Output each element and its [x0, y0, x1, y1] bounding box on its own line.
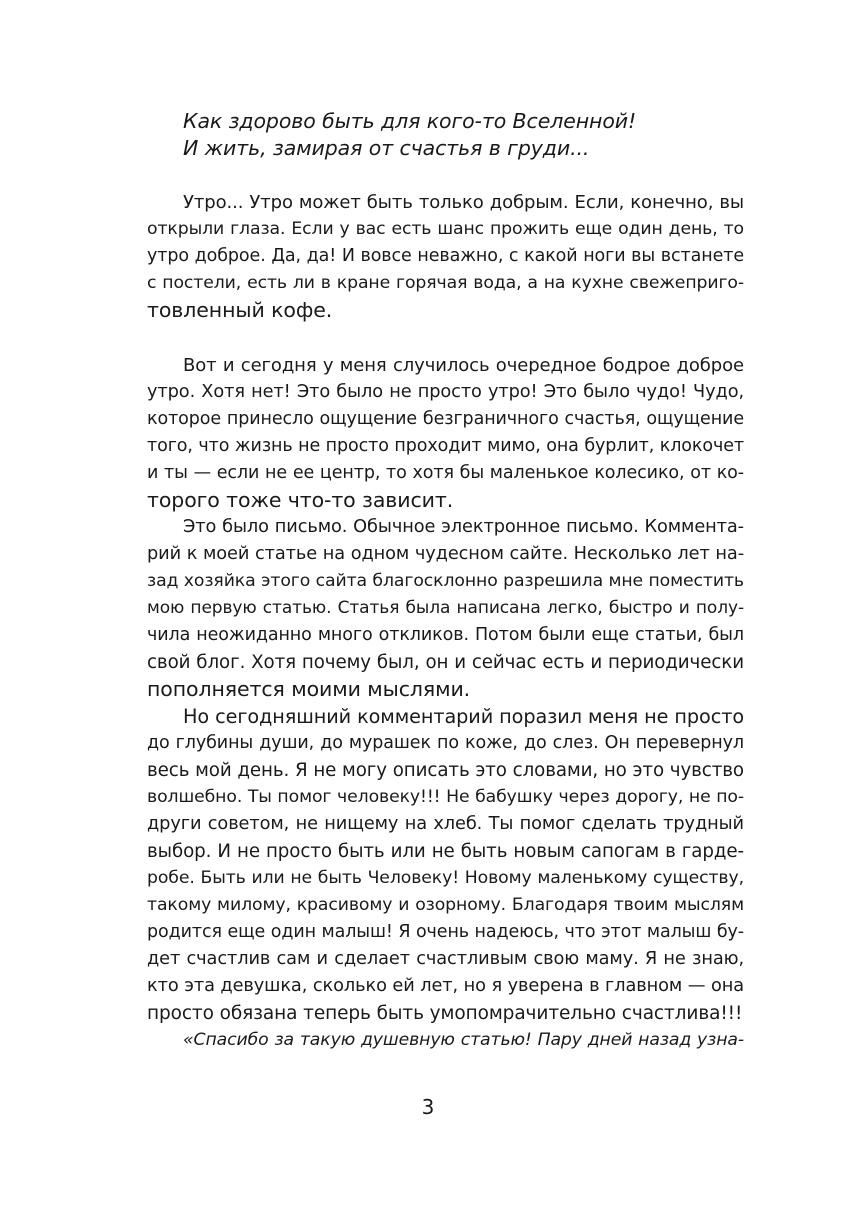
- text-line: Утро... Утро может быть только добрым. Если, конечно, вы: [183, 192, 744, 213]
- epigraph-line: Как здорово быть для кого-то Вселенной!: [183, 109, 637, 133]
- text-line: до глубины души, до мурашек по коже, до слез. Он перевернул: [147, 733, 744, 753]
- text-line: Вот и сегодня у меня случилось очередное бодрое доброе: [183, 355, 744, 376]
- text-line: родится еще один малыш! Я очень надеюсь, что этот малыш бу-: [147, 922, 744, 942]
- text-line: и ты — если не ее центр, то хотя бы маленькое колесико, от ко-: [147, 463, 744, 483]
- spacer: [147, 324, 744, 352]
- text-line: зад хозяйка этого сайта благосклонно разрешила мне поместить: [147, 571, 744, 591]
- epigraph-line: И жить, замирая от счастья в груди...: [183, 136, 590, 160]
- text-line: чила неожиданно много откликов. Потом были еще статьи, был: [147, 625, 744, 645]
- text-line: кто эта девушка, сколько ей лет, но я уверена в главном — она: [147, 976, 744, 996]
- quote-paragraph: [147, 1027, 744, 1054]
- paragraph: [147, 514, 744, 703]
- text-line: пополняется моими мыслями.: [147, 677, 471, 701]
- text-line: торого тоже что-то зависит.: [147, 488, 454, 512]
- page-number: 3: [421, 1095, 435, 1119]
- text-line: товленный кофе.: [147, 298, 333, 322]
- text-line: дет счастлив сам и сделает счастливым свою маму. Я не знаю,: [147, 949, 744, 969]
- text-line: с постели, есть ли в кране горячая вода, а на кухне свежеприго-: [147, 273, 744, 293]
- text-line: того, что жизнь не просто проходит мимо, она бурлит, клокочет: [147, 436, 744, 456]
- text-line: робе. Быть или не быть Человеку! Новому маленькому существу,: [147, 868, 744, 888]
- text-line: весь мой день. Я не могу описать это словами, но это чувство: [147, 760, 744, 781]
- text-line: свой блог. Хотя почему был, он и сейчас есть и периодически: [147, 652, 744, 673]
- paragraph: [147, 703, 744, 1027]
- paragraph: [147, 189, 744, 324]
- text-line: рий к моей статье на одном чудесном сайте. Несколько лет на-: [147, 544, 744, 564]
- text-line: мою первую статью. Статья была написана легко, быстро и полу-: [147, 598, 744, 618]
- text-line: Это было письмо. Обычное электронное письмо. Коммента-: [183, 517, 744, 537]
- text-line: утро. Хотя нет! Это было не просто утро! Это было чудо! Чудо,: [147, 382, 744, 402]
- text-line: такому милому, красивому и озорному. Благодаря твоим мыслям: [147, 895, 744, 915]
- text-line: Но сегодняшний комментарий поразил меня не просто: [183, 705, 744, 728]
- text-line: которое принесло ощущение безграничного счастья, ощущение: [147, 409, 744, 429]
- text-line: други советом, не нищему на хлеб. Ты помог сделать трудный: [147, 814, 744, 834]
- epigraph: [147, 108, 744, 162]
- paragraph: [147, 352, 744, 514]
- spacer: [147, 162, 744, 189]
- text-line: просто обязана теперь быть умопомрачительно счастлива!!!: [147, 1003, 743, 1024]
- text-line: открыли глаза. Если у вас есть шанс прожить еще один день, то: [147, 219, 744, 239]
- page-body: [147, 108, 744, 1054]
- quote-line: «Спасибо за такую душевную статью! Пару дней назад узна-: [183, 1030, 744, 1050]
- text-line: выбор. И не просто быть или не быть новым сапогам в гарде-: [147, 841, 744, 862]
- text-line: волшебно. Ты помог человеку!!! Не бабушку через дорогу, не по-: [147, 787, 744, 807]
- text-line: утро доброе. Да, да! И вовсе неважно, с какой ноги вы встанете: [147, 246, 744, 266]
